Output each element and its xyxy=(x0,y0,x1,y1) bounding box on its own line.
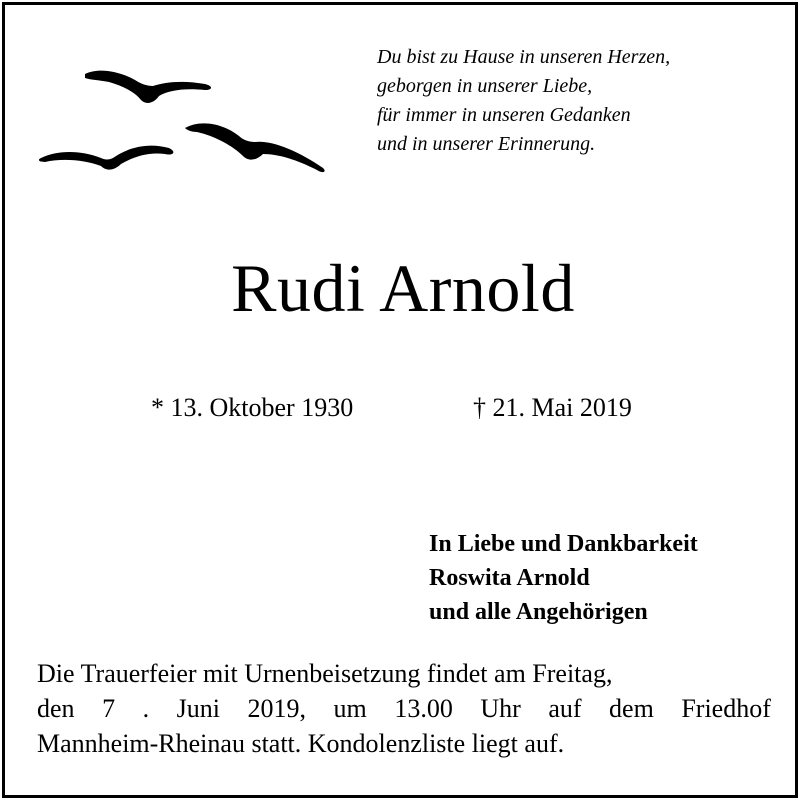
funeral-notice xyxy=(37,656,771,761)
quote-line: Du bist zu Hause in unseren Herzen, xyxy=(377,46,671,68)
quote-line: für immer in unseren Gedanken xyxy=(377,104,631,126)
bird-icon xyxy=(85,71,211,103)
flying-birds-icon xyxy=(35,60,335,185)
notice-word: . xyxy=(142,694,150,723)
signature-line: und alle Angehörigen xyxy=(429,599,648,625)
signature-line: Roswita Arnold xyxy=(429,565,590,591)
notice-word: Uhr xyxy=(480,694,521,723)
notice-text: Die Trauerfeier mit Urnenbeisetzung findet am Freitag, xyxy=(37,659,613,688)
bird-icon xyxy=(39,146,173,170)
birth-date: * 13. Oktober 1930 xyxy=(151,393,354,422)
notice-word: 13.00 xyxy=(394,694,453,723)
notice-word: Friedhof xyxy=(681,694,771,723)
deceased-name: Rudi Arnold xyxy=(231,250,575,326)
notice-word: um xyxy=(333,694,367,723)
notice-word: Juni xyxy=(176,694,220,723)
notice-line: Mannheim-Rheinau statt. Kondolenzliste liegt auf. xyxy=(37,729,565,758)
obituary-frame xyxy=(2,2,798,798)
bird-icon xyxy=(185,123,325,172)
notice-line xyxy=(37,656,771,691)
notice-word: dem xyxy=(609,694,654,723)
notice-line xyxy=(37,691,771,726)
death-date: † 21. Mai 2019 xyxy=(473,393,632,422)
family-signature xyxy=(429,527,698,629)
notice-word: 7 xyxy=(102,694,116,723)
notice-word: den xyxy=(37,694,75,723)
memorial-quote xyxy=(377,43,777,159)
notice-word: 2019, xyxy=(247,694,307,723)
notice-word: auf xyxy=(548,694,582,723)
quote-line: geborgen in unserer Liebe, xyxy=(377,75,593,97)
quote-line: und in unserer Erinnerung. xyxy=(377,133,596,155)
signature-line: In Liebe und Dankbarkeit xyxy=(429,531,698,557)
